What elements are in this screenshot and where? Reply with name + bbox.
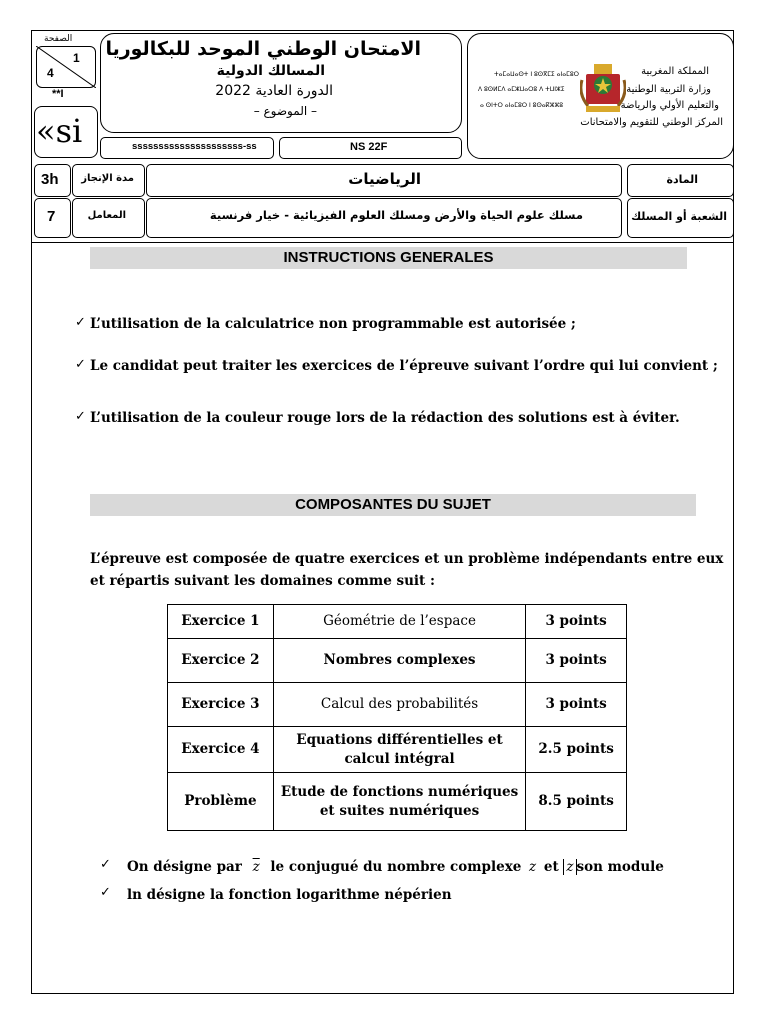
table-row bbox=[168, 683, 627, 727]
exam-title-box bbox=[100, 33, 462, 133]
note-complex bbox=[127, 859, 664, 875]
topic-line-1: Etude de fonctions numériques bbox=[280, 783, 519, 800]
page-number: 1 bbox=[73, 51, 80, 65]
abs-z-symbol: z bbox=[563, 859, 576, 875]
note-text: On désigne par bbox=[127, 859, 242, 875]
topic-line-1: Equations différentielles et bbox=[296, 731, 503, 748]
header-divider bbox=[31, 242, 734, 243]
duration-label-box bbox=[72, 164, 145, 197]
components-intro-line-1: L’épreuve est composée de quatre exercices et un problème indépendants entre eux bbox=[90, 551, 724, 567]
check-icon: ✓ bbox=[100, 857, 111, 872]
exercise-topic: Nombres complexes bbox=[273, 639, 525, 683]
center-label: المركز الوطني للتقويم والامتحانات bbox=[580, 117, 723, 128]
exercise-points: 8.5 points bbox=[526, 773, 627, 831]
exercise-points: 3 points bbox=[526, 639, 627, 683]
ministry-box bbox=[467, 33, 734, 159]
check-icon: ✓ bbox=[75, 409, 86, 424]
duration-box bbox=[34, 164, 71, 197]
coef-label: المعامل bbox=[87, 210, 126, 221]
note-ln: ln désigne la fonction logarithme népérien bbox=[127, 887, 452, 903]
ref-left: sssssssssssssssssssss-ss bbox=[132, 141, 257, 152]
kingdom-emblem-icon bbox=[580, 60, 626, 116]
exercise-points: 2.5 points bbox=[526, 727, 627, 773]
table-row bbox=[168, 773, 627, 831]
subject-box bbox=[146, 164, 622, 197]
exercise-name: Exercice 1 bbox=[168, 605, 274, 639]
topic-line-2: calcul intégral bbox=[344, 750, 455, 767]
topic-line-2: et suites numériques bbox=[319, 802, 480, 819]
track-value: مسلك علوم الحياة والأرض ومسلك العلوم الفيزيائية - خيار فرنسية bbox=[209, 208, 583, 222]
exercise-name: Exercice 4 bbox=[168, 727, 274, 773]
instructions-heading-bar bbox=[90, 247, 687, 269]
instruction-item-2: Le candidat peut traiter les exercices de l’épreuve suivant l’ordre qui lui convient ; bbox=[90, 358, 718, 374]
ref-code-box bbox=[279, 137, 462, 159]
track-label: الشعبة أو المسلك bbox=[631, 210, 727, 223]
exercise-name: Exercice 3 bbox=[168, 683, 274, 727]
note-text: son module bbox=[576, 859, 664, 875]
instruction-item-3: L’utilisation de la couleur rouge lors de la rédaction des solutions est à éviter. bbox=[90, 410, 680, 426]
ref-code: NS 22F bbox=[350, 141, 388, 153]
exercise-topic: Géométrie de l’espace bbox=[273, 605, 525, 639]
zbar-symbol: $\overline{z}$ bbox=[252, 859, 260, 875]
check-icon: ✓ bbox=[75, 357, 86, 372]
table-row bbox=[168, 727, 627, 773]
duration-label: مدة الإنجاز bbox=[81, 173, 134, 184]
check-icon: ✓ bbox=[100, 885, 111, 900]
subject-value: الرياضيات bbox=[348, 170, 421, 188]
code-logo: «si bbox=[36, 112, 83, 150]
instructions-heading: INSTRUCTIONS GENERALES bbox=[283, 249, 494, 266]
subject-label: المادة bbox=[666, 173, 698, 186]
exercise-points: 3 points bbox=[526, 683, 627, 727]
exercise-topic: Calcul des probabilités bbox=[273, 683, 525, 727]
components-table bbox=[167, 604, 627, 831]
kingdom-label: المملكة المغربية bbox=[641, 66, 709, 77]
subject-word: – الموضوع – bbox=[253, 104, 317, 118]
tifinagh-line-3: ⴰ ⵙⵏⵜⵔ ⴰⵏⴰⵎⵓⵔ ⵏ ⵓⵙⴰⴽⵣⵣⵓ bbox=[480, 102, 564, 109]
table-row bbox=[168, 639, 627, 683]
note-text: et bbox=[543, 859, 559, 875]
instruction-item-1: L’utilisation de la calculatrice non programmable est autorisée ; bbox=[90, 316, 576, 332]
session-label: الدورة العادية 2022 bbox=[215, 83, 333, 99]
page-label: الصفحة bbox=[44, 34, 73, 44]
z-symbol: z bbox=[529, 859, 537, 875]
check-icon: ✓ bbox=[75, 315, 86, 330]
track-label-box bbox=[627, 198, 734, 238]
tifinagh-line-1: ⵜⴰⵎⴰⵡⴰⵙⵜ ⵏ ⵓⵙⴳⵎⵉ ⴰⵏⴰⵎⵓⵔ bbox=[494, 71, 580, 78]
exercise-name: Problème bbox=[168, 773, 274, 831]
note-text: le conjugué du nombre complexe bbox=[270, 859, 522, 875]
components-heading-bar bbox=[90, 494, 696, 516]
exercise-name: Exercice 2 bbox=[168, 639, 274, 683]
exercise-points: 3 points bbox=[526, 605, 627, 639]
exam-title: الامتحان الوطني الموحد للبكالوريا bbox=[105, 38, 421, 60]
tracks-label: المسالك الدولية bbox=[216, 63, 325, 79]
components-heading: COMPOSANTES DU SUJET bbox=[295, 496, 491, 513]
page-number-box bbox=[36, 46, 96, 88]
page-box-diagonal bbox=[36, 46, 96, 88]
code-logo-box bbox=[34, 106, 98, 158]
components-intro-line-2: et répartis suivant les domaines comme suit : bbox=[90, 573, 435, 589]
table-row bbox=[168, 605, 627, 639]
page-total: 4 bbox=[47, 66, 54, 80]
subject-label-box bbox=[627, 164, 734, 197]
track-box bbox=[146, 198, 622, 238]
exercise-topic bbox=[273, 773, 525, 831]
duration-value: 3h bbox=[41, 171, 59, 188]
tifinagh-line-2: ⴷ ⵓⵙⵍⵎⴷ ⴰⵎⵣⵡⴰⵔⵓ ⴷ ⵜⵡⵏⵣⵉ bbox=[478, 86, 565, 93]
coef-value: 7 bbox=[47, 208, 56, 225]
marker: **I bbox=[52, 88, 64, 100]
coef-label-box bbox=[72, 198, 145, 238]
ref-left-box bbox=[100, 137, 274, 159]
ministry-label-2: والتعليم الأولي والرياضة bbox=[620, 100, 719, 111]
coef-box bbox=[34, 198, 71, 238]
exercise-topic bbox=[273, 727, 525, 773]
ministry-label: وزارة التربية الوطنية bbox=[626, 84, 711, 95]
